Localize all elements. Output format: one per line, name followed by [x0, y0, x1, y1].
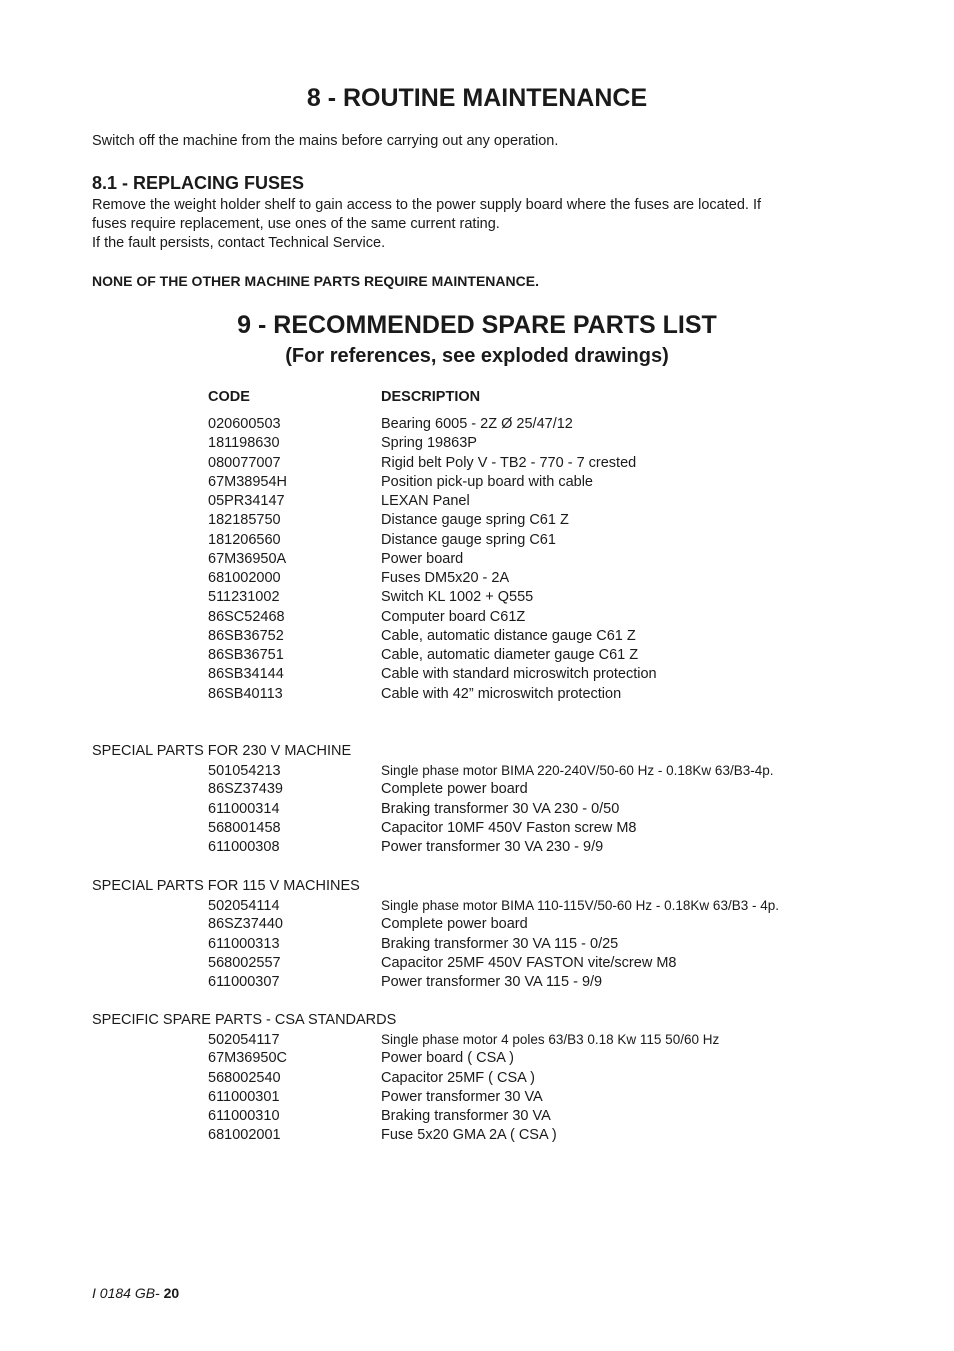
part-code: 86SZ37440 [208, 916, 283, 933]
part-code: 86SB34144 [208, 666, 284, 683]
part-description: Power transformer 30 VA 115 - 9/9 [381, 974, 603, 990]
part-row [208, 550, 657, 569]
part-code: 611000308 [208, 839, 280, 855]
part-description: Distance gauge spring C61 [381, 531, 556, 548]
part-code: 67M38954H [208, 473, 287, 490]
part-row [208, 915, 779, 934]
section-8-intro: Switch off the machine from the mains before carrying out any operation. [92, 133, 559, 149]
special-115-title: SPECIAL PARTS FOR 115 V MACHINES [92, 878, 360, 894]
part-code: 86SB36752 [208, 627, 284, 644]
part-code: 86SZ37439 [208, 781, 283, 798]
part-description: Single phase motor BIMA 110-115V/50-60 Hz - 0.18Kw 63/B3 - 4p. [381, 898, 779, 913]
part-row [208, 685, 657, 704]
part-row [208, 608, 657, 627]
csa-list [208, 1030, 719, 1146]
column-header-code: CODE [208, 389, 250, 405]
part-code: 568002540 [208, 1069, 281, 1086]
part-row [208, 935, 779, 954]
part-row [208, 492, 657, 511]
part-description: Cable with 42” microswitch protection [381, 685, 622, 702]
part-description: Braking transformer 30 VA [381, 1108, 551, 1124]
part-row [208, 569, 657, 588]
part-code: 681002001 [208, 1127, 281, 1144]
part-code: 502054117 [208, 1032, 280, 1048]
part-code: 67M36950A [208, 550, 287, 567]
page-number: 20 [163, 1285, 180, 1301]
part-code: 611000310 [208, 1108, 280, 1124]
part-row [208, 819, 773, 838]
part-description: Complete power board [381, 781, 528, 798]
part-row [208, 1030, 719, 1049]
part-row [208, 896, 779, 915]
part-code: 86SB40113 [208, 685, 283, 702]
part-code: 020600503 [208, 416, 281, 432]
part-description: Fuses DM5x20 - 2A [381, 570, 510, 586]
parts-list [208, 415, 657, 704]
part-code: 611000307 [208, 974, 280, 990]
part-code: 05PR34147 [208, 493, 285, 509]
part-description: LEXAN Panel [381, 493, 470, 509]
part-row [208, 646, 657, 665]
part-row [208, 434, 657, 453]
part-code: 681002000 [208, 570, 281, 586]
part-row [208, 531, 657, 550]
part-description: Position pick-up board with cable [381, 473, 593, 490]
part-description: Cable, automatic diameter gauge C61 Z [381, 647, 639, 663]
part-description: Complete power board [381, 916, 528, 933]
part-description: Braking transformer 30 VA 115 - 0/25 [381, 935, 619, 952]
part-code: 611000313 [208, 935, 280, 952]
csa-title: SPECIFIC SPARE PARTS - CSA STANDARDS [92, 1012, 397, 1028]
part-row [208, 1107, 719, 1126]
part-description: Capacitor 25MF 450V FASTON vite/screw M8 [381, 954, 677, 971]
special-115-list [208, 896, 779, 992]
part-code: 511231002 [208, 589, 280, 606]
part-description: Cable with standard microswitch protection [381, 666, 657, 683]
part-row [208, 1049, 719, 1068]
part-description: Single phase motor 4 poles 63/B3 0.18 Kw 115 50/60 Hz [381, 1032, 720, 1047]
part-row [208, 454, 657, 473]
part-description: Capacitor 25MF ( CSA ) [381, 1069, 535, 1086]
part-row [208, 954, 779, 973]
part-code: 611000314 [208, 800, 280, 817]
part-code: 568001458 [208, 819, 281, 836]
part-description: Braking transformer 30 VA 230 - 0/50 [381, 800, 620, 817]
part-code: 181206560 [208, 531, 281, 548]
column-header-description: DESCRIPTION [381, 389, 481, 405]
part-row [208, 511, 657, 530]
part-row [208, 665, 657, 684]
part-row [208, 800, 773, 819]
part-row [208, 627, 657, 646]
part-description: Fuse 5x20 GMA 2A ( CSA ) [381, 1127, 557, 1144]
part-description: Capacitor 10MF 450V Faston screw M8 [381, 819, 637, 836]
doc-reference: I 0184 GB- [92, 1285, 164, 1301]
part-code: 67M36950C [208, 1050, 287, 1067]
part-row [208, 473, 657, 492]
part-row [208, 588, 657, 607]
part-code: 181198630 [208, 435, 280, 452]
special-230-title: SPECIAL PARTS FOR 230 V MACHINE [92, 743, 352, 759]
part-code: 568002557 [208, 954, 281, 971]
part-row [208, 973, 779, 992]
page-footer [92, 1285, 179, 1301]
subsection-8-1-line-2: fuses require replacement, use ones of the same current rating. [92, 216, 500, 232]
maintenance-note: NONE OF THE OTHER MACHINE PARTS REQUIRE MAINTENANCE. [92, 273, 539, 289]
part-code: 182185750 [208, 512, 281, 529]
section-9-subtitle: (For references, see exploded drawings) [285, 345, 669, 367]
part-description: Rigid belt Poly V - TB2 - 770 - 7 crested [381, 454, 637, 471]
part-row [208, 1126, 719, 1145]
subsection-8-1-line-1: Remove the weight holder shelf to gain access to the power supply board where the fuses are located. If [92, 197, 761, 213]
part-row [208, 1088, 719, 1107]
part-code: 611000301 [208, 1088, 280, 1105]
part-description: Distance gauge spring C61 Z [381, 512, 569, 529]
part-description: Power transformer 30 VA [381, 1088, 543, 1105]
part-code: 080077007 [208, 454, 281, 471]
part-row [208, 415, 657, 434]
part-code: 86SC52468 [208, 608, 285, 625]
part-row [208, 1069, 719, 1088]
part-row [208, 761, 773, 780]
part-description: Single phase motor BIMA 220-240V/50-60 Hz - 0.18Kw 63/B3-4p. [381, 763, 774, 778]
subsection-8-1-title: 8.1 - REPLACING FUSES [92, 173, 305, 193]
section-9-title: 9 - RECOMMENDED SPARE PARTS LIST [237, 311, 717, 339]
part-description: Spring 19863P [381, 435, 477, 452]
part-code: 86SB36751 [208, 647, 284, 663]
part-description: Computer board C61Z [381, 608, 526, 625]
part-code: 501054213 [208, 763, 281, 779]
part-code: 502054114 [208, 898, 280, 914]
section-8-title: 8 - ROUTINE MAINTENANCE [306, 84, 648, 112]
special-230-list [208, 761, 773, 857]
part-description: Bearing 6005 - 2Z Ø 25/47/12 [381, 416, 573, 432]
part-description: Power transformer 30 VA 230 - 9/9 [381, 839, 604, 855]
part-description: Power board [381, 550, 464, 567]
part-description: Switch KL 1002 + Q555 [381, 589, 534, 606]
part-row [208, 780, 773, 799]
subsection-8-1-line-3: If the fault persists, contact Technical Service. [92, 235, 386, 251]
part-description: Cable, automatic distance gauge C61 Z [381, 627, 636, 644]
part-description: Power board ( CSA ) [381, 1050, 514, 1067]
part-row [208, 838, 773, 857]
